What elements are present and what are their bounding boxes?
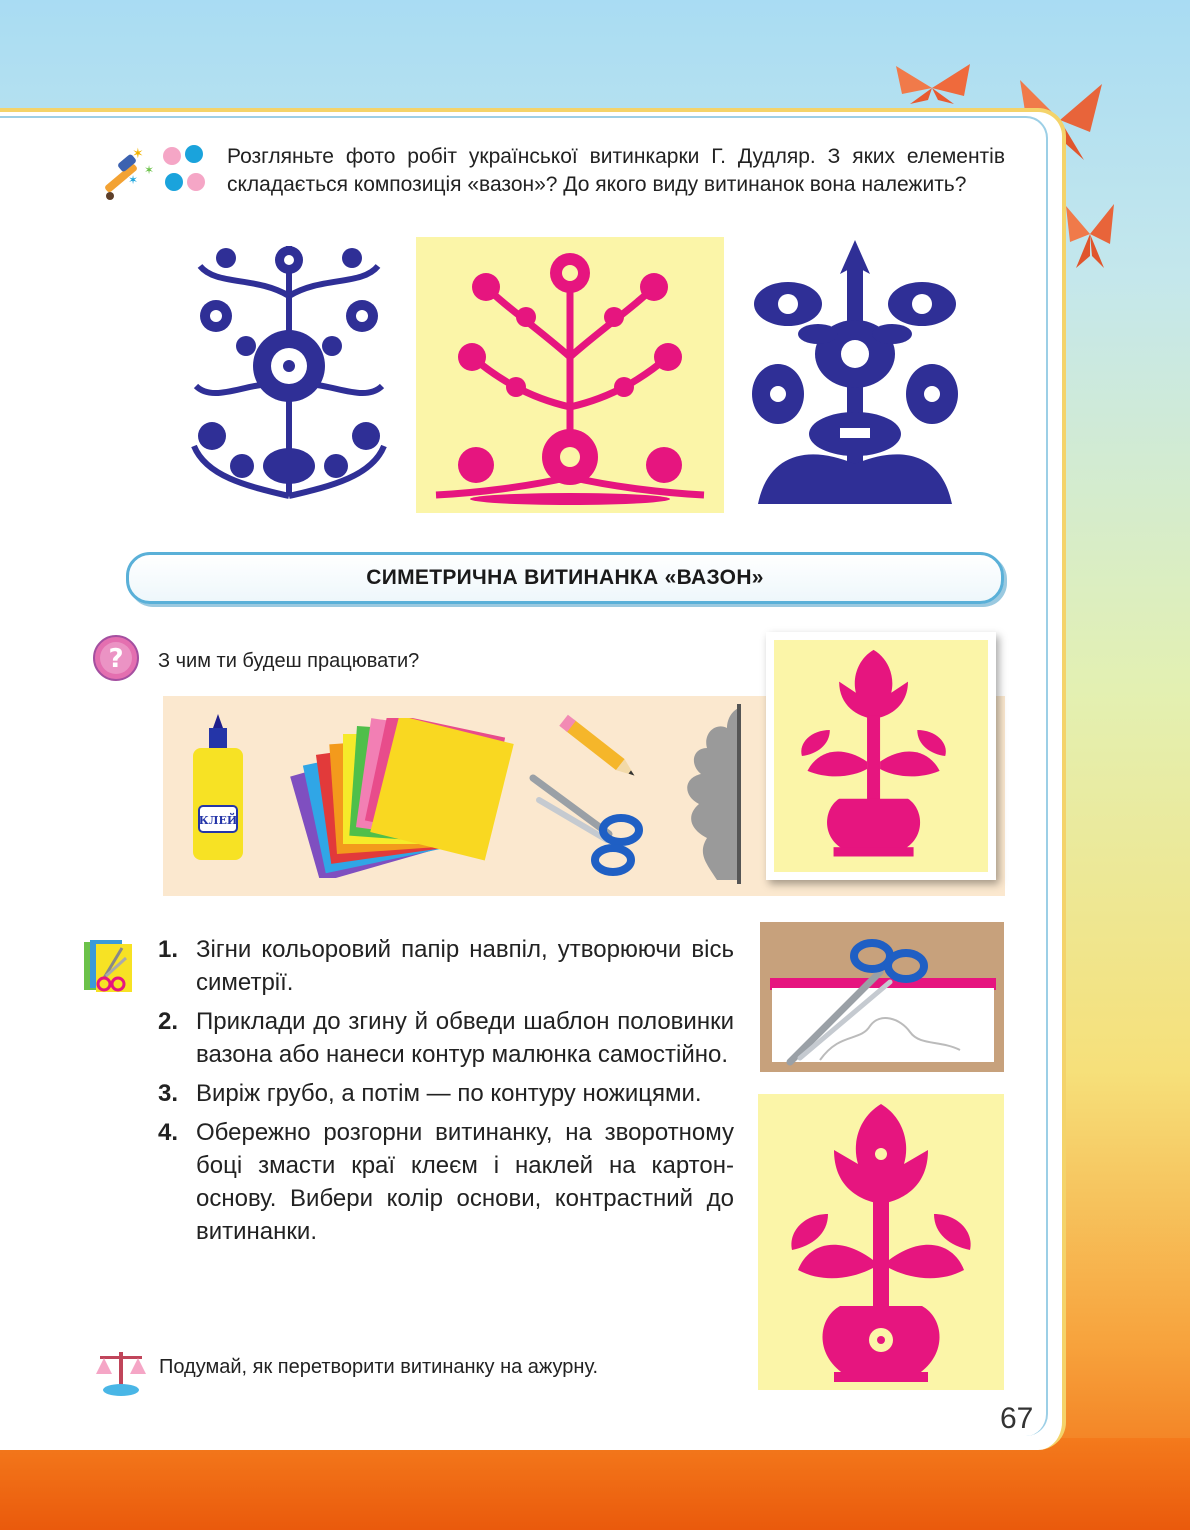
scissors-task-icon xyxy=(82,938,138,994)
butterfly-decoration xyxy=(1062,198,1118,272)
section-title-box xyxy=(126,552,1004,604)
scales-icon xyxy=(92,1346,150,1398)
art-palette-icon xyxy=(98,138,216,202)
butterfly-decoration xyxy=(888,58,976,108)
step-number: 2. xyxy=(158,1008,179,1035)
steps-list xyxy=(158,933,734,1254)
step-number: 4. xyxy=(158,1119,179,1146)
blue-bold-vytynanka-photo xyxy=(748,234,962,510)
step-text: Виріж грубо, а потім — по контуру ножицями. xyxy=(196,1080,702,1107)
section-title: СИМЕТРИЧНА ВИТИНАНКА «ВАЗОН» xyxy=(366,566,764,589)
materials-question: З чим ти будеш працювати? xyxy=(158,650,420,672)
glue-label: КЛЕЙ xyxy=(198,814,238,827)
template-stencil-icon xyxy=(677,704,743,884)
bottom-band xyxy=(0,1438,1190,1530)
step-text: Зігни кольоровий папір навпіл, утворюючи вісь симетрії. xyxy=(196,936,734,996)
step-item xyxy=(158,1116,734,1248)
think-prompt: Подумай, як перетворити витинанку на ажурну. xyxy=(159,1356,599,1378)
glue-bottle-icon xyxy=(189,714,247,862)
colored-paper-icon xyxy=(283,718,515,878)
intro-question-text: Розгляньте фото робіт української витинкарки Г. Дудляр. З яких елементів складається композиція «вазон»? До якого виду витинанок вона належить? xyxy=(227,145,1005,196)
svg-text:✶: ✶ xyxy=(128,173,139,187)
step-number: 1. xyxy=(158,936,179,963)
svg-text:?: ? xyxy=(108,644,124,674)
blue-vytynanka-photo xyxy=(186,236,392,512)
step-number: 3. xyxy=(158,1080,179,1107)
pink-vytynanka-photo xyxy=(416,237,724,513)
question-icon xyxy=(92,634,140,682)
step-text: Обережно розгорни витинанку, на зворотному боці змасти краї клеєм і наклей на картон-основу. Вибери колір основи, контрастний до витинанки. xyxy=(196,1119,734,1245)
page-number: 67 xyxy=(1000,1402,1034,1435)
scissors-icon xyxy=(529,770,653,882)
cutting-process-photo xyxy=(760,922,1004,1072)
final-vazon-photo xyxy=(758,1094,1004,1390)
step-item xyxy=(158,933,734,999)
step-item xyxy=(158,1077,734,1110)
finished-vazon-photo xyxy=(766,632,996,880)
svg-text:✶: ✶ xyxy=(144,163,155,177)
step-text: Приклади до згину й обведи шаблон половинки вазона або нанеси контур малюнка самостійно. xyxy=(196,1008,734,1068)
svg-text:✶: ✶ xyxy=(132,145,144,161)
step-item xyxy=(158,1005,734,1071)
